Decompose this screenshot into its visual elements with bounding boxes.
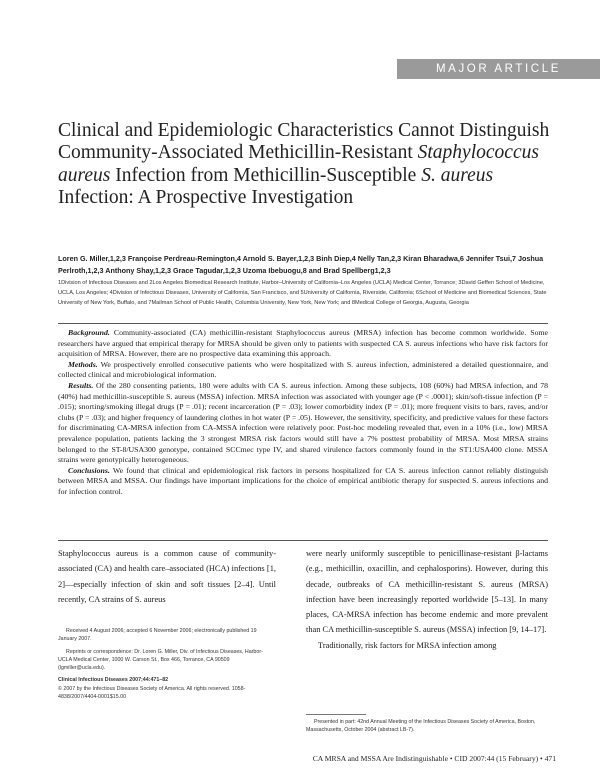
abstract-bottom-rule bbox=[58, 540, 548, 541]
presented-note: Presented in part: 42nd Annual Meeting of the Infectious Diseases Society of America, Boston, Massachusetts, October 2004 (abstract LB-7). bbox=[306, 719, 536, 734]
footnote-rule bbox=[306, 714, 366, 715]
received-note: Received 4 August 2006; accepted 6 November 2006; electronically published 19 January 2007. bbox=[58, 628, 257, 643]
abstract bbox=[58, 328, 548, 498]
body-left-column bbox=[58, 546, 276, 607]
abstract-methods: Methods. We prospectively enrolled consecutive patients who were hospitalized with S. aureus infection, administered a detailed questionnaire, and collected clinical and microbiological information. bbox=[58, 359, 549, 380]
body-right-column bbox=[306, 546, 548, 653]
intro-paragraph-1-continued: were nearly uniformly susceptible to penicillinase-resistant β-lactams (e.g., methicillin, oxacillin, and cephalosporins). However, during this decade, outbreaks of CA methicillin-resistant S. aureus (MRSA) infection have been increasingly reported worldwide [5–13]. In many places, CA-MRSA infection has become endemic and more prevalent than CA methicillin-susceptible S. aureus (MSSA) infection [9, 14–17]. bbox=[306, 549, 548, 635]
author-list: Loren G. Miller,1,2,3 Françoise Perdreau-Remington,4 Arnold S. Bayer,1,2,3 Binh Diep,4 Nelly Tan,2,3 Kiran Bharadwa,6 Jennifer Tsui,7 Joshua Perlroth,1,2,3 Anthony Shay,1,2,3 Grace Tagudar,1,2,3 Uzoma Ibebuogu,8 and Brad Spellberg1,2,3 bbox=[58, 254, 544, 275]
abstract-conclusions: Conclusions. We found that clinical and epidemiological risk factors in persons hospitalized for CA S. aureus infection cannot reliably distinguish between MRSA and MSSA. Our findings have important implications for the choice of empirical antibiotic therapy for suspected S. aureus infections and for infection control. bbox=[58, 465, 548, 496]
abstract-results: Results. Of the 280 consenting patients, 180 were adults with CA S. aureus infection. Among these subjects, 108 (60%) had MRSA infection, and 78 (40%) had methicillin-susceptible S. aureus (MSSA) infection. MRSA infection was associated with younger age (P < .0001); skin/soft-tissue infection (P = .015); snorting/smoking illegal drugs (P = .01); recent incarceration (P = .03); lower comorbidity index (P = .01); more frequent visits to bars, raves, and/or clubs (P = .03); and higher frequency of laundering clothes in hot water (P = .05). However, the sensitivity, specificity, and predictive values for these factors for discriminating CA-MRSA infection from CA-MSSA infection were relatively poor. Post-hoc modeling revealed that, even in a 10% (i.e., low) MRSA prevalence population, patients lacking the 3 strongest MRSA risk factors would still have a 7% posttest probability of MRSA. Most MRSA strains belonged to the ST-8/USA300 genotype, contained SCCmec type IV, and shared virulence factors commonly found in the ST1:USA400 clone. MSSA strains were genotypically heterogeneous. bbox=[58, 380, 548, 465]
author-affiliations: 1Division of Infectious Diseases and 2Los Angeles Biomedical Research Institute, Harbor–University of California–Los Angeles (UCLA) Medical Center, Torrance; 3David Geffen School of Medicine, UCLA, Los Angeles; 4Division of Infectious Diseases, University of California, San Francisco, and 5University of California, Riverside, California; 6School of Medicine and Biomedical Sciences, State University of New York, Buffalo, and 7Mailman School of Public Health, Columbia University, New York, New York; and 8Medical College of Georgia, Augusta, Georgia bbox=[58, 280, 547, 306]
intro-paragraph-1: Staphylococcus aureus is a common cause of community-associated (CA) and health care–associated (HCA) infections [1, 2]—especially infection of skin and soft tissues [2–4]. Until recently, CA strains of S. aureus bbox=[58, 549, 276, 604]
journal-citation: Clinical Infectious Diseases 2007;44:471–82 bbox=[58, 677, 169, 684]
intro-paragraph-2: Traditionally, risk factors for MRSA infection among bbox=[318, 640, 497, 650]
article-title: Clinical and Epidemiologic Characteristics Cannot Distinguish Community-Associated Methicillin-Resistant Staphylococcus aureus Infection from Methicillin-Susceptible S. aureus Infection: A Prospective Investigation bbox=[58, 120, 550, 209]
running-footer: CA MRSA and MSSA Are Indistinguishable • CID 2007:44 (15 February) • 471 bbox=[312, 754, 556, 763]
article-type-banner: MAJOR ARTICLE bbox=[397, 59, 600, 79]
article-footnotes bbox=[58, 627, 276, 701]
reprints-note: Reprints or correspondence: Dr. Loren G. Miller, Div. of Infectious Diseases, Harbor-UCLA Medical Center, 1000 W. Carson St., Box 466, Torrance, CA 90509 (lgmiller@ucla.edu). bbox=[58, 648, 263, 672]
presentation-footnote bbox=[306, 718, 548, 735]
abstract-background: Background. Community-associated (CA) methicillin-resistant Staphylococcus aureus (MRSA) infection has become common worldwide. Some researchers have argued that empirical therapy for MRSA should be given only to patients with suspected CA S. aureus infections who have risk factors for acquisition of MRSA. However, there are no prospective data examining this approach. bbox=[58, 328, 548, 359]
copyright-note: © 2007 by the Infectious Diseases Society of America. All rights reserved. 1058-4838/2007/4404-0001$15.00 bbox=[58, 685, 246, 701]
abstract-top-rule bbox=[58, 323, 548, 324]
